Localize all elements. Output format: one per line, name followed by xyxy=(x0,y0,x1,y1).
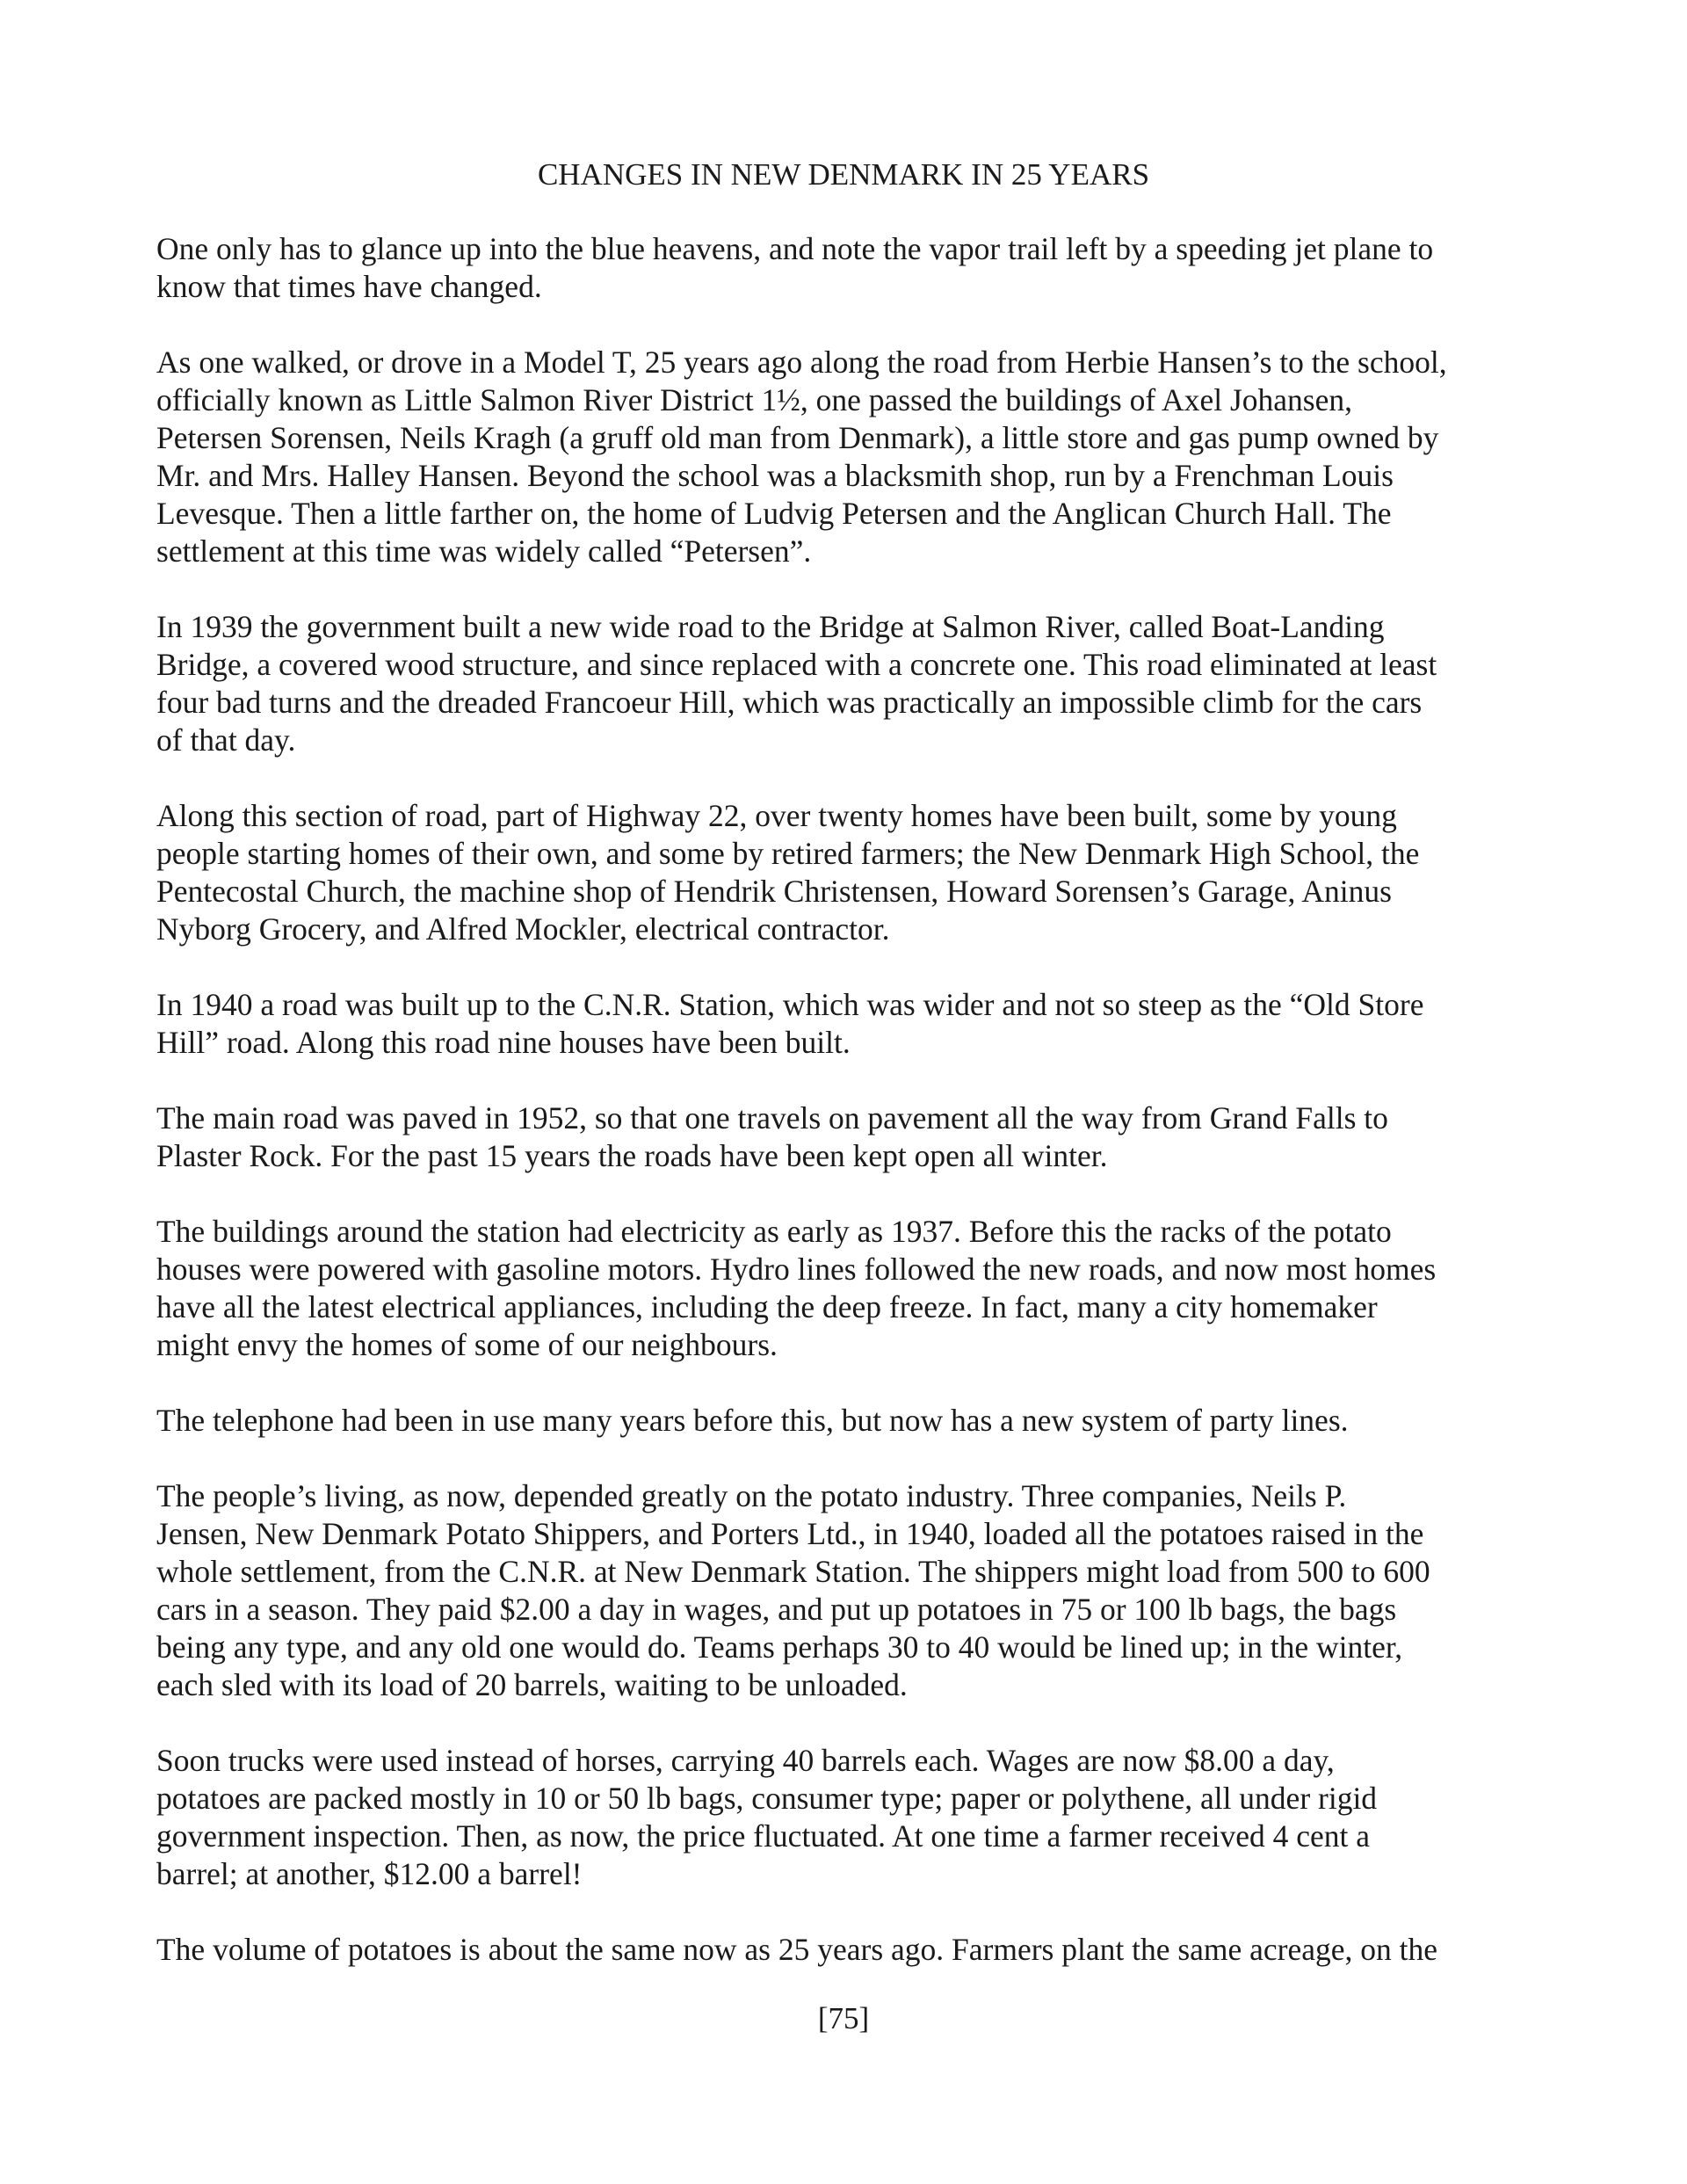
paragraph xyxy=(156,1213,1545,1364)
text-line: Petersen Sorensen, Neils Kragh (a gruff old man from Denmark), a little store and gas pump owned by xyxy=(156,420,1439,455)
text-line: whole settlement, from the C.N.R. at New Denmark Station. The shippers might load from 500 to 600 xyxy=(156,1554,1430,1589)
body-text xyxy=(156,230,1545,2006)
text-line: settlement at this time was widely called “Petersen”. xyxy=(156,533,812,569)
text-line: Hill” road. Along this road nine houses have been built. xyxy=(156,1025,851,1060)
paragraph xyxy=(156,986,1545,1062)
text-line: being any type, and any old one would do. Teams perhaps 30 to 40 would be lined up; in the winter, xyxy=(156,1629,1403,1665)
page-title: CHANGES IN NEW DENMARK IN 25 YEARS xyxy=(537,157,1150,192)
paragraph xyxy=(156,344,1545,570)
text-line: As one walked, or drove in a Model T, 25 years ago along the road from Herbie Hansen’s to the school, xyxy=(156,345,1447,380)
page-number: [75] xyxy=(817,2001,870,2035)
paragraph xyxy=(156,1099,1545,1175)
text-line: One only has to glance up into the blue heavens, and note the vapor trail left by a speeding jet plane to xyxy=(156,231,1434,266)
text-line: Bridge, a covered wood structure, and since replaced with a concrete one. This road eliminated at least xyxy=(156,647,1437,682)
text-line: cars in a season. They paid $2.00 a day in wages, and put up potatoes in 75 or 100 lb bags, the bags xyxy=(156,1592,1397,1627)
paragraph xyxy=(156,1931,1545,1969)
text-line: have all the latest electrical appliances, including the deep freeze. In fact, many a city homemaker xyxy=(156,1289,1378,1324)
text-line: The people’s living, as now, depended greatly on the potato industry. Three companies, Neils P. xyxy=(156,1478,1347,1513)
text-line: Jensen, New Denmark Potato Shippers, and Porters Ltd., in 1940, loaded all the potatoes raised in the xyxy=(156,1516,1424,1551)
text-line: people starting homes of their own, and some by retired farmers; the New Denmark High School, the xyxy=(156,836,1420,871)
text-line: potatoes are packed mostly in 10 or 50 lb bags, consumer type; paper or polythene, all under rigid xyxy=(156,1781,1378,1816)
text-line: Plaster Rock. For the past 15 years the roads have been kept open all winter. xyxy=(156,1138,1108,1173)
text-line: The volume of potatoes is about the same now as 25 years ago. Farmers plant the same acreage, on the xyxy=(156,1932,1437,1967)
paragraph xyxy=(156,797,1545,948)
text-line: might envy the homes of some of our neighbours. xyxy=(156,1327,778,1362)
text-line: four bad turns and the dreaded Francoeur Hill, which was practically an impossible climb for the cars xyxy=(156,685,1423,720)
text-line: government inspection. Then, as now, the price fluctuated. At one time a farmer received 4 cent a xyxy=(156,1818,1371,1854)
paragraph xyxy=(156,1477,1545,1704)
paragraph xyxy=(156,1742,1545,1893)
paragraph xyxy=(156,230,1545,306)
text-line: each sled with its load of 20 barrels, waiting to be unloaded. xyxy=(156,1667,908,1702)
text-line: Nyborg Grocery, and Alfred Mockler, electrical contractor. xyxy=(156,911,890,947)
text-line: The buildings around the station had electricity as early as 1937. Before this the racks of the potato xyxy=(156,1214,1392,1249)
text-line: Mr. and Mrs. Halley Hansen. Beyond the school was a blacksmith shop, run by a Frenchman Louis xyxy=(156,458,1394,493)
text-line: officially known as Little Salmon River District 1½, one passed the buildings of Axel Johansen, xyxy=(156,382,1352,417)
text-line: In 1940 a road was built up to the C.N.R. Station, which was wider and not so steep as the “Old Store xyxy=(156,987,1424,1022)
text-line: barrel; at another, $12.00 a barrel! xyxy=(156,1856,583,1891)
text-line: houses were powered with gasoline motors. Hydro lines followed the new roads, and now most homes xyxy=(156,1252,1437,1287)
text-line: The main road was paved in 1952, so that one travels on pavement all the way from Grand Falls to xyxy=(156,1100,1388,1136)
text-line: Soon trucks were used instead of horses, carrying 40 barrels each. Wages are now $8.00 a day, xyxy=(156,1743,1335,1778)
text-line: Levesque. Then a little farther on, the home of Ludvig Petersen and the Anglican Church Hall. The xyxy=(156,496,1392,531)
paragraph xyxy=(156,1402,1545,1440)
text-line: of that day. xyxy=(156,722,296,758)
text-line: know that times have changed. xyxy=(156,269,542,304)
paragraph xyxy=(156,608,1545,759)
text-line: In 1939 the government built a new wide road to the Bridge at Salmon River, called Boat-Landing xyxy=(156,609,1385,644)
text-line: Along this section of road, part of Highway 22, over twenty homes have been built, some by young xyxy=(156,798,1397,833)
text-line: Pentecostal Church, the machine shop of Hendrik Christensen, Howard Sorensen’s Garage, Aninus xyxy=(156,874,1392,909)
text-line: The telephone had been in use many years before this, but now has a new system of party lines. xyxy=(156,1403,1349,1438)
